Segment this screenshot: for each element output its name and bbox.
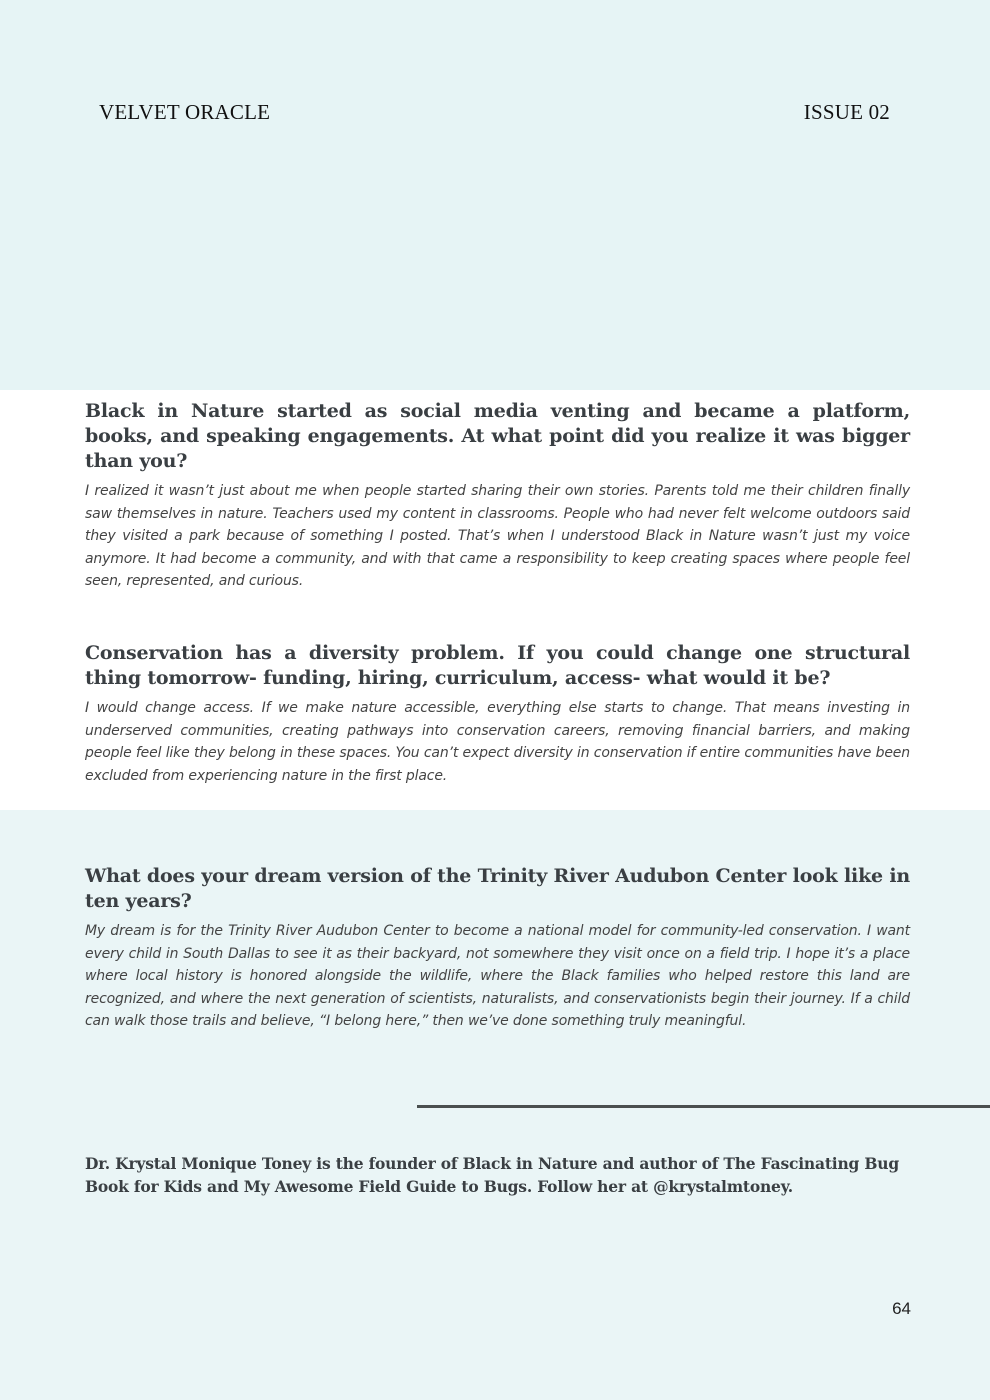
- answer-paragraph: I would change access. If we make nature accessible, everything else starts to change. That means investing in underserved communities, creating pathways into conservation careers, removing financial barriers, and making people feel like they belong in these spaces. You can’t expect diversity in conservation if entire communities have been excluded from experiencing nature in the first place.: [85, 700, 910, 784]
- question-heading: Conservation has a diversity problem. If you could change one structural thing tomorrow- funding, hiring, curriculum, access- what would it be?: [85, 642, 910, 689]
- top-background-band: [0, 0, 990, 390]
- interview-block-1: [85, 399, 910, 593]
- answer-paragraph: My dream is for the Trinity River Audubon Center to become a national model for community-led conservation. I want every child in South Dallas to see it as their backyard, not somewhere they visit once on a field trip. I hope it’s a place where local history is honored alongside the wildlife, where the Black families who helped restore this land are recognized, and where the next generation of scientists, naturalists, and conservationists begin their journey. If a child can walk those trails and believe, “I belong here,” then we’ve done something truly meaningful.: [85, 923, 910, 1029]
- interview-block-3: [85, 864, 910, 1033]
- page-number: 64: [892, 1299, 911, 1318]
- question-heading: What does your dream version of the Trinity River Audubon Center look like in ten years?: [85, 865, 910, 912]
- section-divider: [417, 1105, 990, 1108]
- author-bio: Dr. Krystal Monique Toney is the founder of Black in Nature and author of The Fascinating Bug Book for Kids and My Awesome Field Guide to Bugs. Follow her at @krystalmtoney.: [85, 1154, 899, 1196]
- issue-label: ISSUE 02: [803, 100, 890, 124]
- answer-paragraph: I realized it wasn’t just about me when people started sharing their own stories. Parents told me their children finally saw themselves in nature. Teachers used my content in classrooms. People who had never felt welcome outdoors said they visited a park because of something I posted. That’s when I understood Black in Nature wasn’t just my voice anymore. It had become a community, and with that came a responsibility to keep creating spaces where people feel seen, represented, and curious.: [85, 483, 910, 589]
- question-heading: Black in Nature started as social media venting and became a platform, books, and speaking engagements. At what point did you realize it was bigger than you?: [85, 400, 910, 472]
- interview-block-2: [85, 641, 910, 787]
- magazine-title: VELVET ORACLE: [99, 100, 271, 124]
